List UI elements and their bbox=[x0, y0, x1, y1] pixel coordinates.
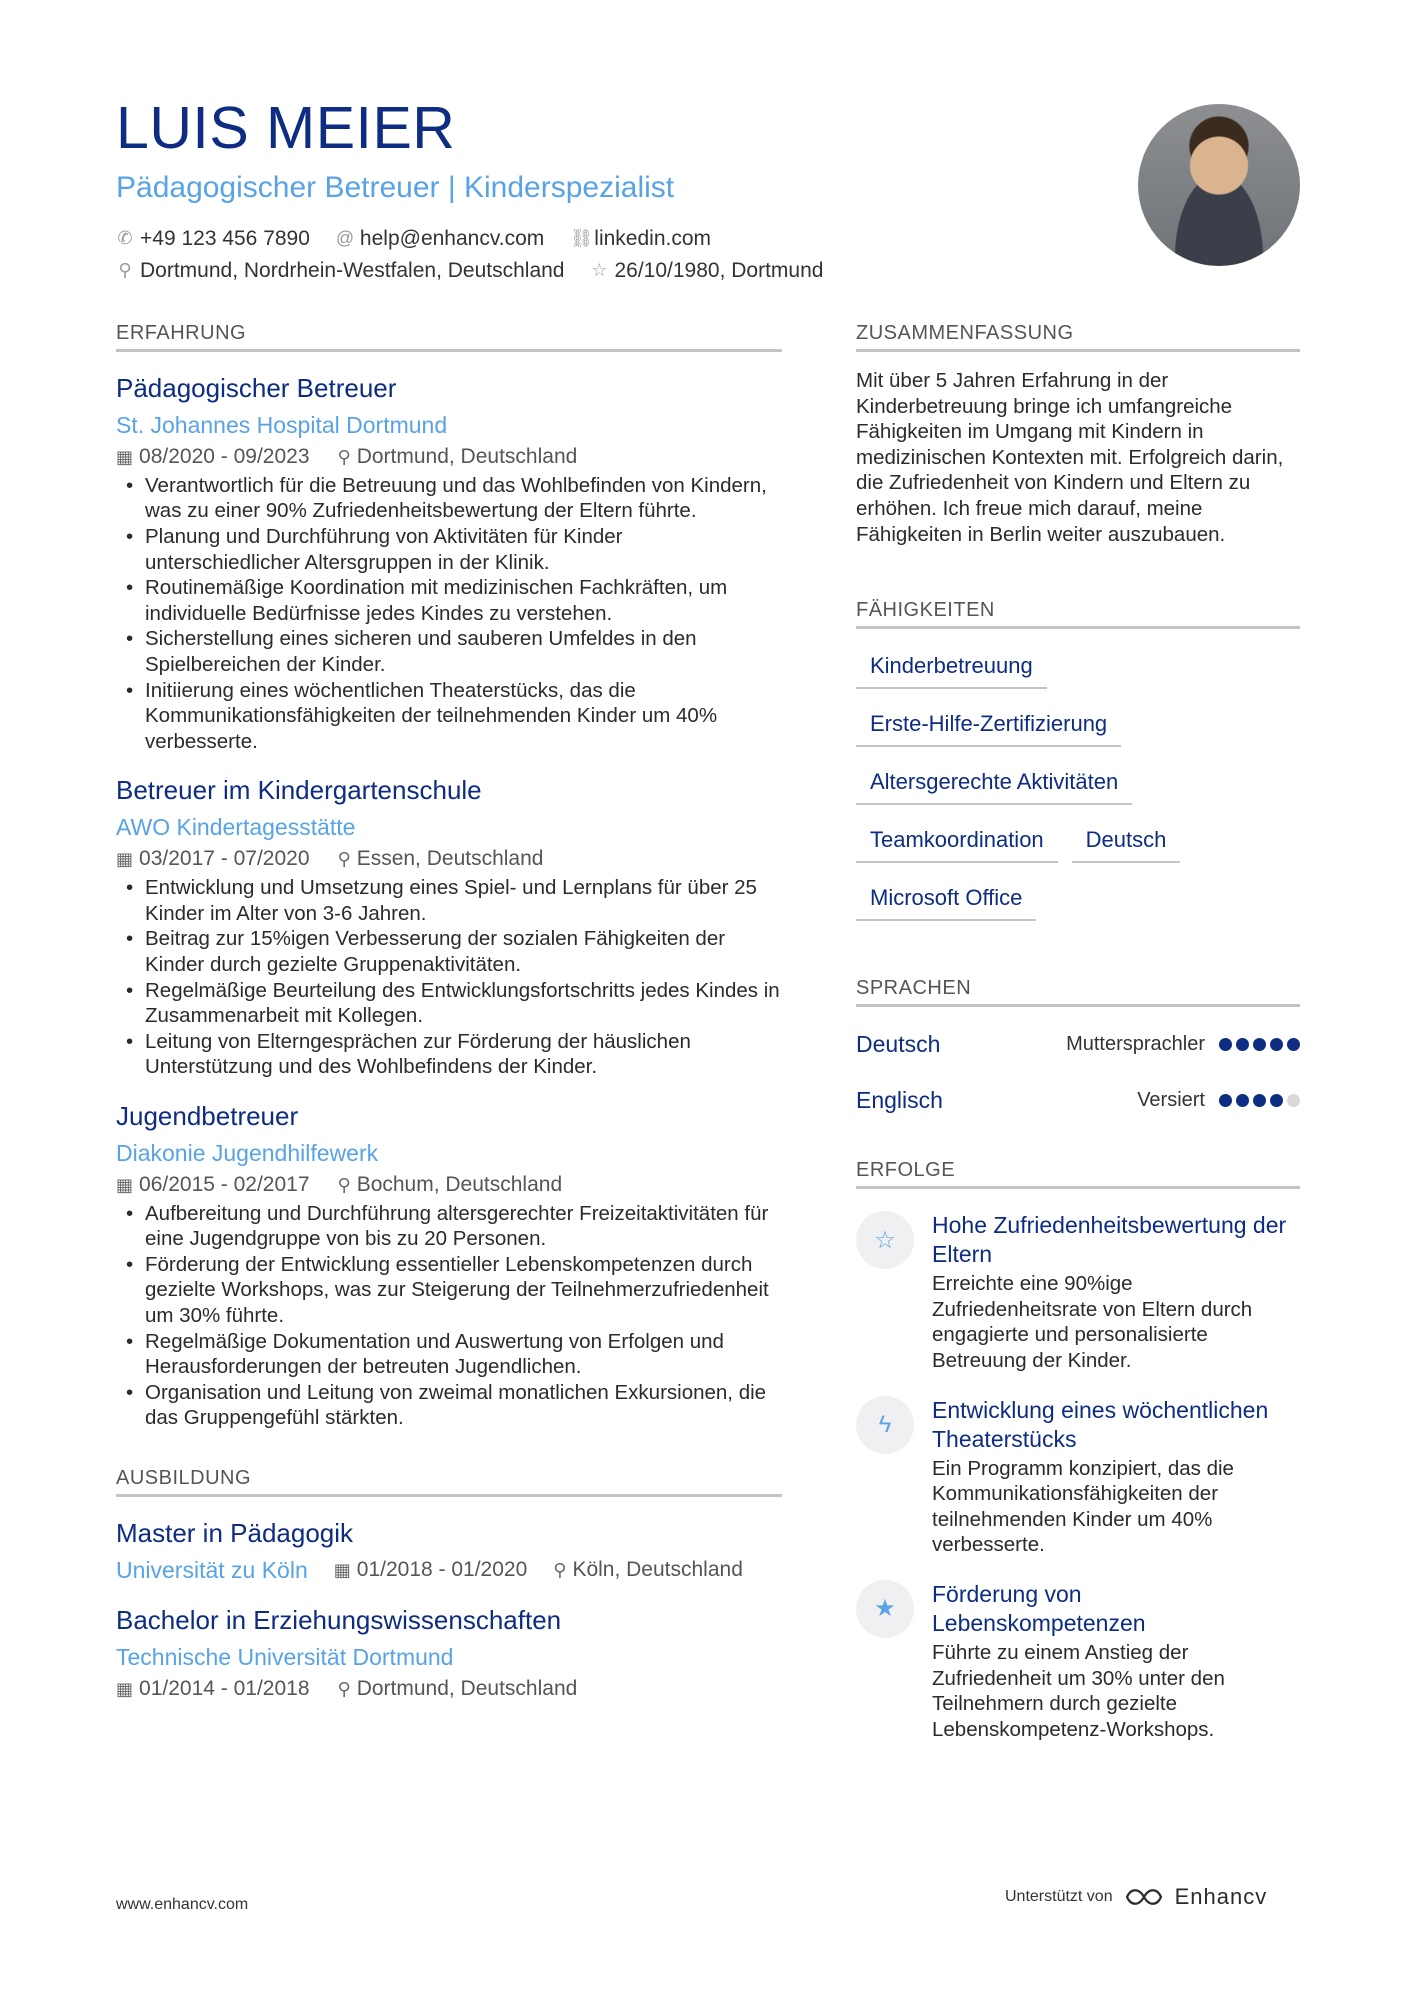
summary-text: Mit über 5 Jahren Erfahrung in der Kinderbetreuung bringe ich umfangreiche Fähigkeiten im Umgang mit Kindern in medizinischen Kontexten mit. Erfolgreich darin, die Zufriedenheit von Kindern und Eltern zu erhöhen. Ich freue mich darauf, meine Fähigkeiten in Berlin weiter auszubauen. bbox=[856, 369, 1284, 546]
star-icon: ☆ bbox=[591, 260, 608, 281]
phone-contact bbox=[116, 227, 310, 251]
achievement-item bbox=[856, 1580, 1300, 1742]
language-name: Deutsch bbox=[856, 1030, 941, 1057]
job-title: Betreuer im Kindergartenschule bbox=[116, 775, 482, 806]
education-meta bbox=[116, 1557, 782, 1584]
calendar-icon: ▦ bbox=[116, 849, 134, 870]
language-rating bbox=[1219, 1094, 1300, 1107]
calendar-icon: ▦ bbox=[116, 446, 134, 467]
job-dates: 03/2017 - 07/2020 bbox=[139, 847, 310, 871]
job-title: Pädagogischer Betreuer bbox=[116, 373, 397, 403]
calendar-icon: ▦ bbox=[116, 1174, 134, 1195]
bullet-item: • Routinemäßige Koordination mit medizinischen Fachkräften, um individuelle Bedürfnisse jedes Kindes zu verstehen. bbox=[116, 575, 782, 626]
phone-text: +49 123 456 7890 bbox=[140, 226, 310, 250]
skills-list bbox=[856, 647, 1300, 937]
achievement-desc: Führte zu einem Anstieg der Zufriedenheit um 30% unter den Teilnehmern durch gezielte Lebenskompetenz-Workshops. bbox=[932, 1640, 1225, 1741]
bullet-item: • Entwicklung und Umsetzung eines Spiel- und Lernplans für über 25 Kinder im Alter von 3-6 Jahren. bbox=[116, 875, 782, 926]
achievement-title: Hohe Zufriedenheitsbewertung der Eltern bbox=[932, 1212, 1287, 1268]
skill-tag: Microsoft Office bbox=[856, 879, 1036, 921]
calendar-icon: ▦ bbox=[333, 1560, 351, 1581]
job-bullets bbox=[116, 875, 782, 1080]
right-column bbox=[856, 322, 1300, 1742]
footer-branding bbox=[1005, 1884, 1267, 1910]
education-dates: 01/2014 - 01/2018 bbox=[139, 1676, 310, 1700]
location-pin-icon: ⚲ bbox=[553, 1560, 567, 1581]
calendar-icon: ▦ bbox=[116, 1678, 134, 1699]
rating-dot-filled bbox=[1253, 1094, 1266, 1107]
job-meta bbox=[116, 445, 782, 469]
job-meta bbox=[116, 847, 782, 871]
education-dates: 01/2018 - 01/2020 bbox=[356, 1558, 528, 1582]
left-column bbox=[116, 322, 782, 1701]
job-location: Essen, Deutschland bbox=[356, 847, 544, 871]
education-location: Köln, Deutschland bbox=[572, 1558, 743, 1582]
location-pin-icon: ⚲ bbox=[118, 260, 132, 281]
language-item bbox=[856, 1025, 1300, 1063]
bullet-item: • Organisation und Leitung von zweimal monatlichen Exkursionen, die das Gruppengefühl stärkten. bbox=[116, 1380, 782, 1431]
job-entry bbox=[116, 372, 782, 754]
bullet-item: • Aufbereitung und Durchführung altersgerechter Freizeitaktivitäten für eine Jugendgruppe von bis zu 20 Personen. bbox=[116, 1201, 782, 1252]
email-text[interactable]: help@enhancv.com bbox=[359, 226, 545, 250]
language-rating bbox=[1219, 1038, 1300, 1051]
rating-dot-filled bbox=[1236, 1094, 1249, 1107]
email-contact[interactable] bbox=[336, 227, 544, 251]
job-company: Diakonie Jugendhilfewerk bbox=[116, 1139, 379, 1166]
bullet-item: • Förderung der Entwicklung essentieller Lebenskompetenzen durch gezielte Workshops, was zur Steigerung der Teilnehmerzufriedenheit um 30% führte. bbox=[116, 1252, 782, 1329]
rating-dot-filled bbox=[1287, 1038, 1300, 1051]
location-pin-icon: ⚲ bbox=[337, 849, 351, 870]
birth-contact bbox=[590, 259, 823, 283]
skill-tag: Kinderbetreuung bbox=[856, 647, 1047, 689]
school-name: Technische Universität Dortmund bbox=[116, 1643, 454, 1670]
language-level: Muttersprachler bbox=[1066, 1032, 1205, 1055]
rating-dot-filled bbox=[1219, 1038, 1232, 1051]
bullet-item: • Planung und Durchführung von Aktivitäten für Kinder unterschiedlicher Altersgruppen in der Klinik. bbox=[116, 524, 782, 575]
star-icon: ★ bbox=[856, 1580, 914, 1638]
achievement-desc: Ein Programm konzipiert, das die Kommunikationsfähigkeiten der teilnehmenden Kinder um 40% verbesserte. bbox=[932, 1456, 1234, 1557]
job-location: Dortmund, Deutschland bbox=[356, 444, 578, 468]
education-location: Dortmund, Deutschland bbox=[356, 1676, 578, 1700]
bullet-item: • Verantwortlich für die Betreuung und das Wohlbefinden von Kindern, was zu einer 90% Zufriedenheitsbewertung der Eltern führte. bbox=[116, 473, 782, 524]
location-pin-icon: ⚲ bbox=[337, 1174, 351, 1195]
bullet-item: • Initiierung eines wöchentlichen Theaterstücks, das die Kommunikationsfähigkeiten der teilnehmenden Kinder um 40% verbesserte. bbox=[116, 678, 782, 755]
school-name: Universität zu Köln bbox=[116, 1556, 308, 1583]
job-company: AWO Kindertagesstätte bbox=[116, 814, 356, 841]
education-entry bbox=[116, 1604, 782, 1701]
phone-icon: ✆ bbox=[117, 228, 133, 249]
powered-by-text: Unterstützt von bbox=[1005, 1888, 1113, 1905]
rating-dot-filled bbox=[1270, 1094, 1283, 1107]
star-outline-icon: ☆ bbox=[856, 1211, 914, 1269]
job-entry bbox=[116, 774, 782, 1080]
link-icon: ⛓ bbox=[570, 228, 594, 249]
achievements-heading: ERFOLGE bbox=[856, 1159, 1300, 1189]
achievement-desc: Erreichte eine 90%ige Zufriedenheitsrate von Eltern durch engagierte und personalisierte Betreuung der Kinder. bbox=[932, 1272, 1253, 1372]
job-title: Jugendbetreuer bbox=[116, 1100, 299, 1131]
achievement-item bbox=[856, 1396, 1300, 1558]
lightning-icon: ϟ bbox=[856, 1396, 914, 1454]
rating-dot-filled bbox=[1219, 1094, 1232, 1107]
at-icon: @ bbox=[335, 228, 355, 249]
job-dates: 08/2020 - 09/2023 bbox=[139, 444, 310, 468]
degree-title: Master in Pädagogik bbox=[116, 1518, 354, 1549]
skill-tag: Erste-Hilfe-Zertifizierung bbox=[856, 705, 1121, 747]
job-meta bbox=[116, 1173, 782, 1197]
location-pin-icon: ⚲ bbox=[337, 446, 351, 467]
brand-name: Enhancv bbox=[1174, 1884, 1268, 1909]
achievement-title: Förderung von Lebenskompetenzen bbox=[932, 1580, 1146, 1636]
job-company: St. Johannes Hospital Dortmund bbox=[116, 411, 448, 438]
education-entry bbox=[116, 1517, 782, 1584]
footer-website[interactable]: www.enhancv.com bbox=[116, 1896, 249, 1913]
job-bullets bbox=[116, 473, 782, 755]
location-contact bbox=[116, 259, 564, 283]
bullet-item: • Leitung von Elterngesprächen zur Förderung der häuslichen Unterstützung und des Wohlbefindens der Kinder. bbox=[116, 1029, 782, 1080]
candidate-title: Pädagogischer Betreuer | Kinderspezialist bbox=[116, 170, 675, 204]
language-item bbox=[856, 1081, 1300, 1119]
job-dates: 06/2015 - 02/2017 bbox=[139, 1172, 310, 1196]
summary-heading: ZUSAMMENFASSUNG bbox=[856, 322, 1300, 352]
skill-tag: Altersgerechte Aktivitäten bbox=[856, 763, 1132, 805]
location-pin-icon: ⚲ bbox=[337, 1678, 351, 1699]
rating-dot-filled bbox=[1270, 1038, 1283, 1051]
bullet-item: • Sicherstellung eines sicheren und sauberen Umfeldes in den Spielbereichen der Kinder. bbox=[116, 626, 782, 677]
birth-text: 26/10/1980, Dortmund bbox=[614, 258, 824, 282]
education-heading: AUSBILDUNG bbox=[116, 1467, 782, 1497]
bullet-item: • Regelmäßige Dokumentation und Auswertung von Erfolgen und Herausforderungen der betreuten Jugendlichen. bbox=[116, 1329, 782, 1380]
resume-header bbox=[116, 96, 1116, 287]
job-location: Bochum, Deutschland bbox=[356, 1172, 563, 1196]
rating-dot-filled bbox=[1236, 1038, 1249, 1051]
contact-info bbox=[116, 223, 1116, 287]
education-meta bbox=[116, 1677, 782, 1701]
degree-title: Bachelor in Erziehungswissenschaften bbox=[116, 1604, 562, 1635]
language-level: Versiert bbox=[1137, 1088, 1205, 1111]
bullet-item: • Regelmäßige Beurteilung des Entwicklungsfortschritts jedes Kindes in Zusammenarbeit mit Kollegen. bbox=[116, 978, 782, 1029]
languages-heading: SPRACHEN bbox=[856, 977, 1300, 1007]
job-bullets bbox=[116, 1201, 782, 1431]
enhancv-logo-icon bbox=[1125, 1886, 1163, 1908]
language-name: Englisch bbox=[856, 1086, 943, 1113]
job-entry bbox=[116, 1100, 782, 1431]
rating-dot-filled bbox=[1253, 1038, 1266, 1051]
candidate-name: LUIS MEIER bbox=[116, 95, 456, 161]
linkedin-text[interactable]: linkedin.com bbox=[594, 226, 712, 250]
skill-tag: Teamkoordination bbox=[856, 821, 1058, 863]
achievement-title: Entwicklung eines wöchentlichen Theaterstücks bbox=[932, 1396, 1269, 1452]
experience-heading: ERFAHRUNG bbox=[116, 322, 782, 352]
linkedin-contact[interactable] bbox=[570, 227, 711, 251]
rating-dot-empty bbox=[1287, 1094, 1300, 1107]
achievement-item bbox=[856, 1211, 1300, 1373]
avatar bbox=[1138, 104, 1300, 266]
skills-heading: FÄHIGKEITEN bbox=[856, 599, 1300, 629]
bullet-item: • Beitrag zur 15%igen Verbesserung der sozialen Fähigkeiten der Kinder durch gezielte Gruppenaktivitäten. bbox=[116, 926, 782, 977]
location-text: Dortmund, Nordrhein-Westfalen, Deutschland bbox=[140, 258, 565, 282]
skill-tag: Deutsch bbox=[1072, 821, 1181, 863]
